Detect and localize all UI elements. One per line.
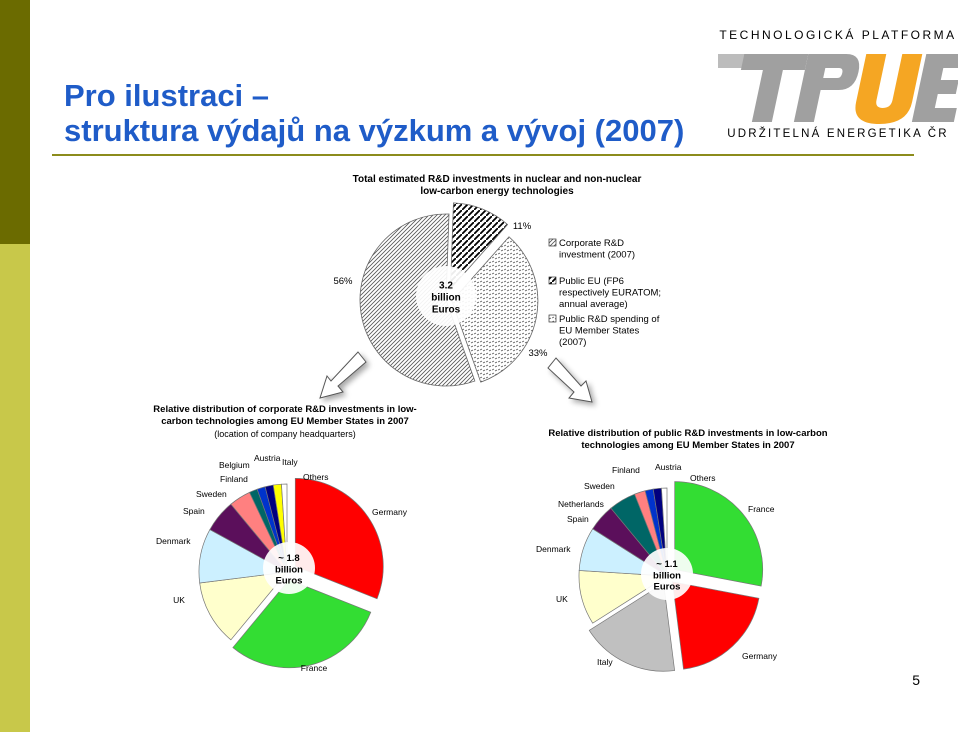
chart-total-legend-text-2-1: Public EU (FP6 [559, 276, 624, 287]
chart-public [536, 428, 828, 671]
chart-total-legend-text-3-1: Public R&D spending of [559, 314, 660, 325]
page-number: 5 [912, 672, 920, 688]
chart-corporate-subtitle: (location of company headquarters) [214, 429, 356, 439]
chart-public-label-finland: Finland [612, 465, 640, 475]
chart-public-label-netherlands: Netherlands [558, 499, 604, 509]
chart-public-center-label [641, 548, 693, 600]
chart-public-label-germany: Germany [742, 651, 777, 661]
chart-corporate-label-uk: UK [173, 595, 185, 605]
chart-total-legend-text-1-1: Corporate R&D [559, 238, 624, 249]
chart-total-legend-text-2-3: annual average) [559, 299, 628, 310]
chart-total-title-line1: Total estimated R&D investments in nuclear and non-nuclear [352, 174, 642, 185]
logo-bottom-text: UDRŽITELNÁ ENERGETIKA ČR [727, 128, 949, 140]
chart-total-legend-text-2-2: respectively EURATOM; [559, 287, 662, 299]
chart-corporate-label-denmark: Denmark [156, 536, 191, 546]
arrow-left [320, 352, 366, 398]
page-title-line2: struktura výdajů na výzkum a vývoj (2007) [64, 113, 685, 148]
chart-public-center-line-1: ~ 1.1 [656, 558, 678, 570]
chart-public-label-others: Others [690, 473, 716, 483]
chart-corporate-label-sweden: Sweden [196, 489, 227, 499]
chart-corporate-label-finland: Finland [220, 474, 248, 484]
chart-corporate-center-line-3: Euros [275, 575, 303, 587]
chart-corporate-label-belgium: Belgium [219, 460, 250, 470]
chart-corporate-center-label [263, 542, 315, 594]
chart-public-label-uk: UK [556, 594, 568, 604]
chart-total-value-label-2: 11% [512, 221, 532, 232]
page-title-line1: Pro ilustraci – [64, 78, 270, 113]
chart-public-label-austria: Austria [655, 462, 682, 472]
chart-total-center-line-3: Euros [431, 304, 461, 316]
chart-total-legend-text-3-2: EU Member States [559, 325, 640, 337]
chart-total-title-line2: low-carbon energy technologies [420, 186, 574, 197]
chart-corporate-label-italy: Italy [282, 457, 298, 467]
chart-total-value-label-3: 33% [528, 348, 548, 359]
chart-corporate-center-line-1: ~ 1.8 [278, 552, 300, 564]
arrow-right [548, 358, 592, 402]
chart-public-label-italy: Italy [597, 657, 613, 667]
chart-total-legend-text-1-2: investment (2007) [559, 249, 636, 261]
chart-corporate-title-line1: Relative distribution of corporate R&D investments in low- [153, 404, 417, 415]
chart-corporate [153, 404, 416, 673]
chart-corporate-label-germany: Germany [372, 507, 407, 517]
chart-total-legend [549, 238, 661, 348]
chart-total [320, 174, 661, 402]
logo-top-text: TECHNOLOGICKÁ PLATFORMA [719, 28, 957, 42]
chart-public-label-france: France [748, 504, 775, 514]
chart-total-value-label-1: 56% [333, 276, 353, 287]
chart-public-title-line2: technologies among EU Member States in 2007 [581, 440, 795, 451]
chart-corporate-label-austria: Austria [254, 453, 281, 463]
chart-corporate-label-spain: Spain [183, 506, 205, 516]
chart-public-center-line-2: billion [653, 570, 681, 582]
chart-total-legend-swatch-1 [549, 239, 556, 246]
chart-corporate-label-others: Others [303, 472, 329, 482]
chart-corporate-title-line2: carbon technologies among EU Member States in 2007 [161, 416, 409, 427]
chart-total-center-label [416, 266, 476, 326]
chart-total-legend-swatch-3 [549, 315, 556, 322]
chart-corporate-center-line-2: billion [275, 564, 303, 576]
chart-public-label-denmark: Denmark [536, 544, 571, 554]
chart-public-title-line1: Relative distribution of public R&D investments in low-carbon [548, 428, 828, 439]
chart-corporate-label-france: France [300, 663, 328, 673]
chart-public-label-sweden: Sweden [584, 481, 615, 491]
chart-public-label-spain: Spain [567, 514, 589, 524]
chart-total-center-line-1: 3.2 [439, 280, 453, 292]
chart-total-legend-swatch-2 [549, 277, 556, 284]
chart-public-center-line-3: Euros [653, 581, 681, 593]
chart-total-center-line-2: billion [431, 292, 461, 304]
chart-total-legend-text-3-3: (2007) [559, 337, 587, 348]
